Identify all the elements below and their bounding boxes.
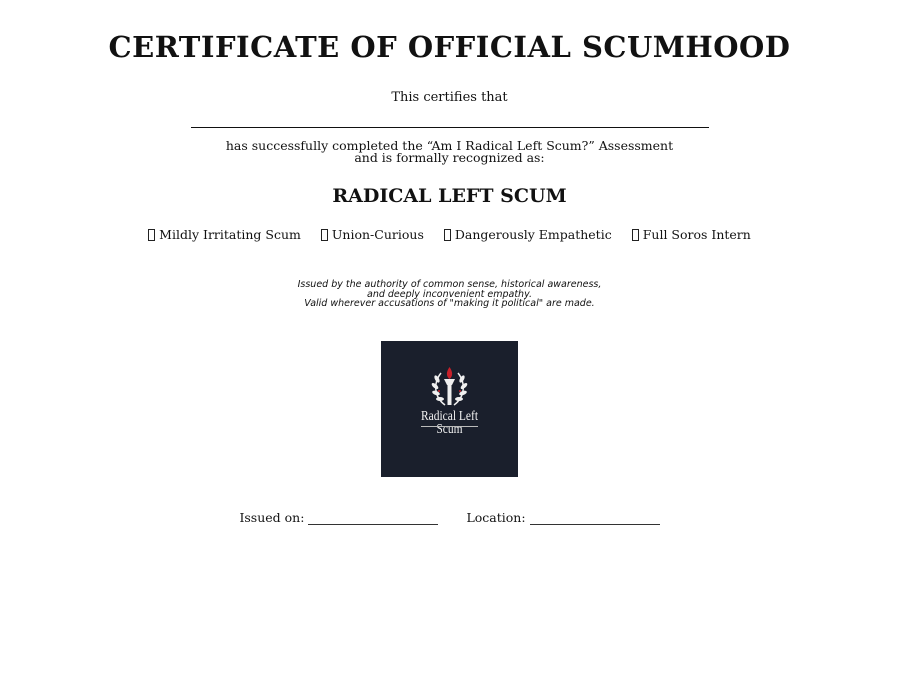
- logo-text: [393, 410, 505, 436]
- logo-divider: [421, 426, 478, 427]
- logo-line-2: Scum: [436, 422, 463, 437]
- checkbox-icon[interactable]: [444, 229, 451, 241]
- authority-statement: [0, 280, 899, 309]
- recipient-name-line[interactable]: [191, 127, 709, 128]
- option-full-soros-intern[interactable]: [632, 227, 751, 242]
- checkbox-icon[interactable]: [632, 229, 639, 241]
- authority-line-3: Valid wherever accusations of "making it political" are made.: [304, 298, 595, 309]
- location-blank[interactable]: [530, 510, 660, 525]
- logo-line-1: Radical Left: [420, 409, 479, 424]
- completion-line-1: has successfully completed the “Am I Radical Left Scum?” Assessment: [225, 138, 674, 153]
- rank-title: RADICAL LEFT SCUM: [332, 185, 567, 207]
- authority-line-1: Issued by the authority of common sense, historical awareness,: [297, 279, 602, 290]
- checkbox-icon[interactable]: [148, 229, 155, 241]
- location-label: Location:: [466, 510, 526, 525]
- option-label: Full Soros Intern: [642, 227, 751, 242]
- certifies-text: This certifies that: [391, 90, 508, 105]
- issued-on-label: Issued on:: [239, 510, 305, 525]
- option-union-curious[interactable]: [321, 227, 424, 242]
- issued-on-field: [239, 510, 438, 525]
- authority-line-2: and deeply inconvenient empathy.: [367, 288, 532, 300]
- location-field: [466, 510, 659, 525]
- option-label: Mildly Irritating Scum: [159, 227, 301, 242]
- completion-line-2: and is formally recognized as:: [354, 150, 545, 165]
- completion-statement: [0, 140, 899, 164]
- checkbox-icon[interactable]: [321, 229, 328, 241]
- footer: [0, 510, 899, 525]
- issued-on-blank[interactable]: [308, 510, 438, 525]
- certificate-title: CERTIFICATE OF OFFICIAL SCUMHOOD: [108, 30, 791, 64]
- option-label: Dangerously Empathetic: [454, 227, 612, 242]
- option-mildly-irritating[interactable]: [148, 227, 301, 242]
- logo: [381, 341, 518, 477]
- torch-laurel-icon: [381, 341, 518, 411]
- rank-options: [0, 227, 899, 242]
- option-dangerously-empathetic[interactable]: [444, 227, 612, 242]
- option-label: Union-Curious: [331, 227, 424, 242]
